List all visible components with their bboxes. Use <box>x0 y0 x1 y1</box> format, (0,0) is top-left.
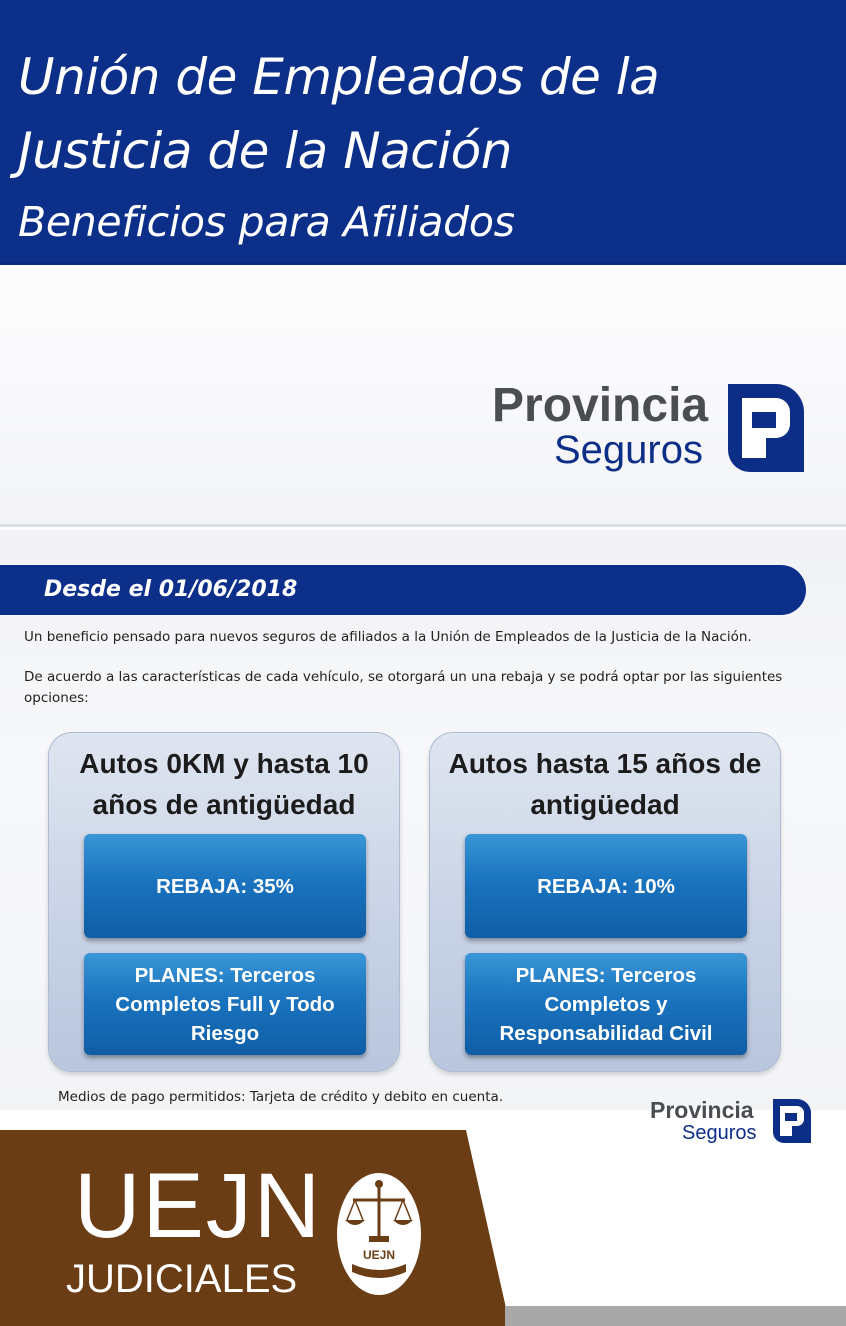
intro-paragraph: Un beneficio pensado para nuevos seguros de afiliados a la Unión de Empleados de la Justicia de la Nación. <box>24 629 752 645</box>
date-banner-text: Desde el 01/06/2018 <box>44 577 298 602</box>
plans-box: PLANES: Terceros Completos Full y Todo Riesgo <box>84 953 366 1055</box>
discount-box: REBAJA: 35% <box>84 834 366 938</box>
logo-word-provincia: Provincia <box>492 379 709 432</box>
provincia-p-icon <box>728 384 804 472</box>
justice-scale-icon <box>336 1172 422 1296</box>
seal-label: UEJN <box>362 1248 395 1262</box>
provincia-seguros-logo <box>492 378 812 478</box>
footer-tagline: JUDICIALES <box>66 1257 298 1301</box>
panel-15-years <box>429 732 781 1072</box>
header-subtitle: Beneficios para Afiliados <box>18 198 515 246</box>
provincia-seguros-logo-small <box>650 1097 820 1149</box>
header-title-line1: Unión de Empleados de la <box>18 48 660 106</box>
plans-box: PLANES: Terceros Completos y Responsabilidad Civil <box>465 953 747 1055</box>
logo-word-provincia: Provincia <box>650 1097 754 1123</box>
payment-methods: Medios de pago permitidos: Tarjeta de crédito y debito en cuenta. <box>58 1089 504 1105</box>
provincia-p-icon <box>773 1099 811 1143</box>
date-banner <box>0 565 806 615</box>
panel-10-years <box>48 732 400 1072</box>
uejn-seal-logo <box>336 1172 422 1296</box>
panel-title: Autos hasta 15 años de antigüedad <box>448 748 762 820</box>
discount-box: REBAJA: 10% <box>465 834 747 938</box>
options-paragraph: De acuerdo a las características de cada vehículo, se otorgará un una rebaja y se podrá optar por las siguientes opciones: <box>24 669 783 706</box>
header-banner <box>0 0 846 265</box>
header-title-line2: Justicia de la Nación <box>18 122 512 180</box>
footer-brand: UEJN <box>74 1155 323 1257</box>
footer-gray-bar <box>505 1306 846 1326</box>
logo-word-seguros: Seguros <box>554 428 703 472</box>
logo-word-seguros: Seguros <box>682 1122 757 1144</box>
panel-title: Autos 0KM y hasta 10 años de antigüedad <box>79 748 369 820</box>
